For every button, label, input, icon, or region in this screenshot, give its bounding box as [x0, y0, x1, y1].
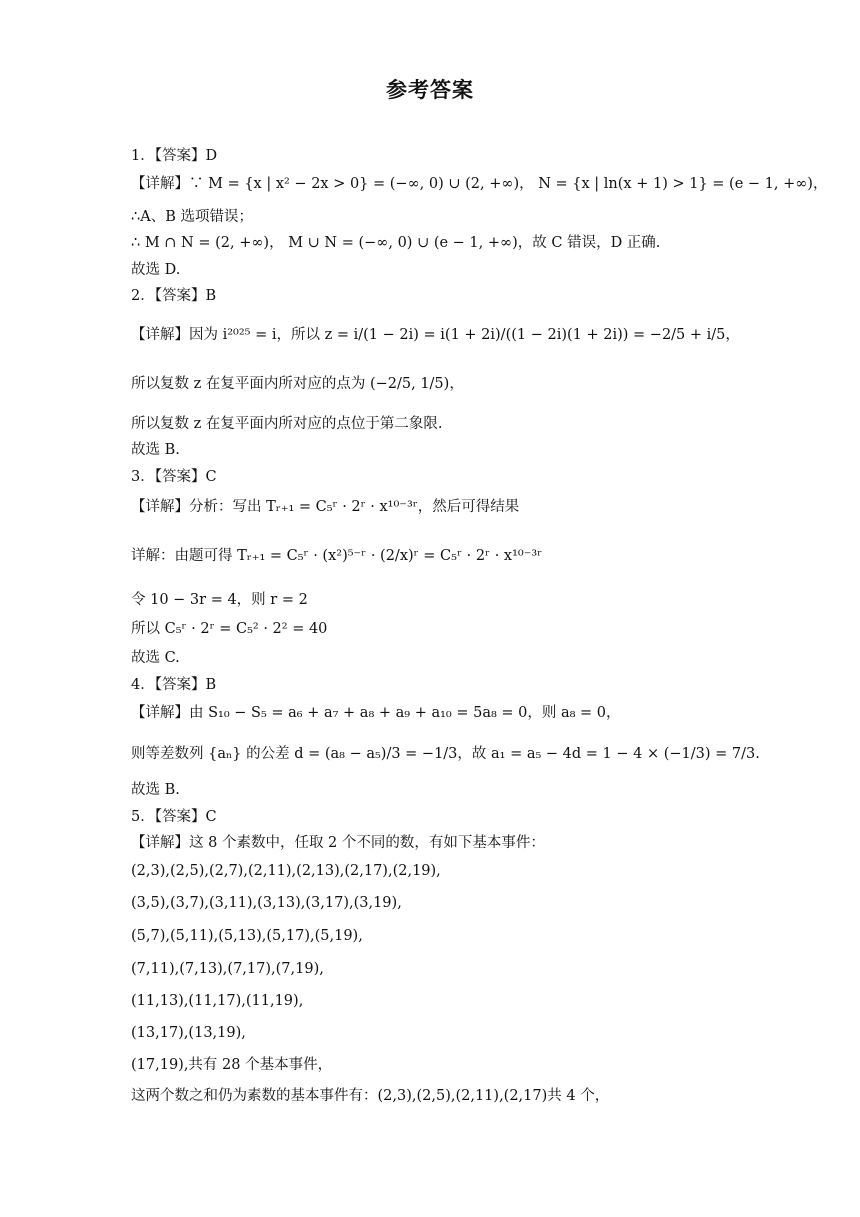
- explanation-4-line: 【详解】由 S₁₀ − S₅ = a₆ + a₇ + a₈ + a₉ + a₁₀ = 5a₈ = 0，则 a₈ = 0，: [131, 705, 621, 721]
- explanation-3-line: 【详解】分析：写出 Tᵣ₊₁ = C₅ʳ · 2ʳ · x¹⁰⁻³ʳ，然后可得结果: [131, 499, 520, 515]
- explanation-2-line: 【详解】因为 i²⁰²⁵ = i，所以 z = i/(1 − 2i) = i(1 + 2i)/((1 − 2i)(1 + 2i)) = −2/5 + i/5，: [131, 327, 740, 343]
- explanation-2-line: 所以复数 z 在复平面内所对应的点位于第二象限.: [131, 416, 443, 432]
- answer-3: 3．【答案】C: [131, 469, 217, 485]
- choice-3: 故选 C.: [131, 650, 180, 666]
- choice-4: 故选 B.: [131, 782, 180, 798]
- explanation-2-line: 所以复数 z 在复平面内所对应的点为 (−2/5, 1/5)，: [131, 376, 464, 392]
- event-list-line: (17,19),共有 28 个基本事件，: [131, 1057, 333, 1073]
- explanation-1-line: ∴ M ∩ N = (2, +∞)， M ∪ N = (−∞, 0) ∪ (e − 1, +∞)，故 C 错误，D 正确.: [131, 235, 661, 251]
- page-title: 参考答案: [386, 78, 474, 102]
- answer-4: 4．【答案】B: [131, 677, 217, 693]
- answer-2: 2．【答案】B: [131, 288, 217, 304]
- answer-1: 1．【答案】D: [131, 148, 218, 164]
- explanation-3-line: 令 10 − 3r = 4，则 r = 2: [131, 592, 308, 608]
- explanation-5-line: 【详解】这 8 个素数中，任取 2 个不同的数，有如下基本事件：: [131, 835, 545, 851]
- event-list-line: (2,3),(2,5),(2,7),(2,11),(2,13),(2,17),(2,19),: [131, 863, 441, 879]
- answer-5: 5．【答案】C: [131, 809, 217, 825]
- explanation-4-line: 则等差数列 {aₙ} 的公差 d = (a₈ − a₅)/3 = −1/3，故 a₁ = a₅ − 4d = 1 − 4 × (−1/3) = 7/3.: [131, 746, 760, 762]
- event-list-line: (5,7),(5,11),(5,13),(5,17),(5,19),: [131, 928, 363, 944]
- explanation-3-line: 详解：由题可得 Tᵣ₊₁ = C₅ʳ · (x²)⁵⁻ʳ · (2/x)ʳ = C₅ʳ · 2ʳ · x¹⁰⁻³ʳ: [131, 548, 543, 564]
- explanation-1-line: ∴A、B 选项错误；: [131, 209, 253, 225]
- explanation-1-line: 【详解】∵ M = {x | x² − 2x > 0} = (−∞, 0) ∪ (2, +∞)， N = {x | ln(x + 1) > 1} = (e − 1, +∞)，: [131, 176, 828, 192]
- choice-2: 故选 B.: [131, 442, 180, 458]
- explanation-5-line: 这两个数之和仍为素数的基本事件有：(2,3),(2,5),(2,11),(2,17)共 4 个，: [131, 1088, 610, 1104]
- event-list-line: (7,11),(7,13),(7,17),(7,19),: [131, 961, 324, 977]
- event-list-line: (3,5),(3,7),(3,11),(3,13),(3,17),(3,19),: [131, 895, 402, 911]
- event-list-line: (13,17),(13,19),: [131, 1025, 246, 1041]
- event-list-line: (11,13),(11,17),(11,19),: [131, 993, 304, 1009]
- explanation-3-line: 所以 C₅ʳ · 2ʳ = C₅² · 2² = 40: [131, 621, 328, 637]
- choice-1: 故选 D.: [131, 262, 181, 278]
